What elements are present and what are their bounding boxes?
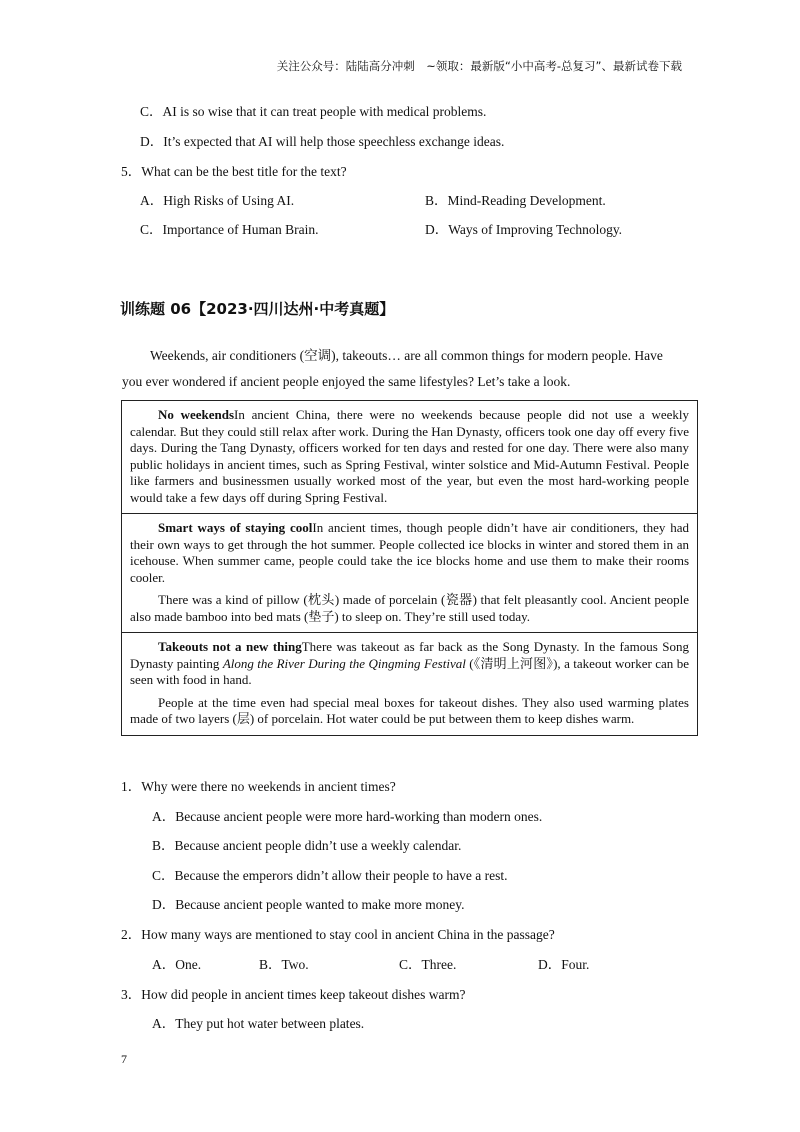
q5-option-a: A．High Risks of Using AI. bbox=[140, 193, 295, 208]
q3-question: 3．How did people in ancient times keep takeout dishes warm? bbox=[121, 987, 466, 1002]
intro-line-2: you ever wondered if ancient people enjoyed the same lifestyles? Let’s take a look. bbox=[122, 374, 571, 389]
q5-option-c: C．Importance of Human Brain. bbox=[140, 222, 319, 237]
section-heading-takeouts: Takeouts not a new thing bbox=[158, 639, 302, 654]
passage-section-takeouts bbox=[122, 632, 697, 735]
q1-option-d: D．Because ancient people wanted to make more money. bbox=[152, 897, 465, 912]
section-text-staying-cool-2: There was a kind of pillow (枕头) made of porcelain (瓷器) that felt pleasantly cool. Ancient people also made bamboo into bed mats (垫子) to sleep on. They’re still used today. bbox=[130, 592, 689, 624]
q2-option-b: B．Two. bbox=[259, 957, 309, 972]
q3-option-a: A．They put hot water between plates. bbox=[152, 1016, 365, 1031]
q1-option-a: A．Because ancient people were more hard-working than modern ones. bbox=[152, 809, 543, 824]
section-heading-staying-cool: Smart ways of staying cool bbox=[158, 520, 313, 535]
prev-option-c: C．AI is so wise that it can treat people with medical problems. bbox=[140, 104, 487, 119]
page-number: 7 bbox=[121, 1052, 127, 1066]
q2-option-a: A．One. bbox=[152, 957, 202, 972]
q1-question: 1．Why were there no weekends in ancient times? bbox=[121, 779, 396, 794]
q5-question: 5．What can be the best title for the text? bbox=[121, 164, 347, 179]
passage-section-weekends bbox=[122, 401, 697, 513]
section-text-takeouts-2: People at the time even had special meal boxes for takeout dishes. They also used warming plates made of two layers (层) of porcelain. Hot water could be put between them to keep dishes warm. bbox=[130, 694, 689, 726]
section-heading-weekends: No weekends bbox=[158, 407, 235, 422]
painting-title: Along the River During the Qingming Festival bbox=[222, 655, 466, 671]
section-text-staying-cool-1: In ancient times, though people didn’t have air conditioners, they had their own ways to get through the hot summer. People collected ice blocks in winter and stored them in an icehouse. When summer came, people could take the ice blocks home and use them to make their rooms cooler. bbox=[130, 520, 690, 585]
q5-option-b: B．Mind-Reading Development. bbox=[425, 193, 606, 208]
intro-line-1: Weekends, air conditioners (空调), takeouts… are all common things for modern people. Have bbox=[150, 348, 663, 363]
section-title: 训练题 06【2023·四川达州·中考真题】 bbox=[120, 300, 395, 318]
q1-option-c: C．Because the emperors didn’t allow their people to have a rest. bbox=[152, 868, 508, 883]
q1-option-b: B．Because ancient people didn’t use a weekly calendar. bbox=[152, 838, 462, 853]
q2-option-d: D．Four. bbox=[538, 957, 590, 972]
section-text-takeouts-1b: (《清明上河图》), a takeout worker can be seen with food in hand. bbox=[130, 655, 689, 687]
q2-option-c: C．Three. bbox=[399, 957, 457, 972]
q5-option-d: D．Ways of Improving Technology. bbox=[425, 222, 623, 237]
page-header: 关注公众号：陆陆高分冲刺 ~领取：最新版“小中高考-总复习”、最新试卷下载 bbox=[276, 59, 682, 73]
section-text-weekends: In ancient China, there were no weekends because people did not use a weekly calendar. But they could still relax after work. During the Han Dynasty, officers took one day off every five days. During the Tang Dynasty, officers worked for ten days and rested for one day. There were also many public holidays in ancient times, such as Spring Festival, winter solstice and Mid-Autumn Festival. People like farmers and businessmen usually worked most of the year, but even the most hard-working people would take a few days off during Spring Festival. bbox=[130, 407, 689, 505]
q2-question: 2．How many ways are mentioned to stay cool in ancient China in the passage? bbox=[121, 927, 555, 942]
passage-section-staying-cool bbox=[122, 513, 697, 632]
section-text-takeouts-1a: There was takeout as far back as the Song Dynasty. In the famous Song Dynasty painting bbox=[130, 639, 689, 671]
prev-option-d: D．It’s expected that AI will help those speechless exchange ideas. bbox=[140, 134, 505, 149]
passage-box bbox=[121, 400, 698, 736]
